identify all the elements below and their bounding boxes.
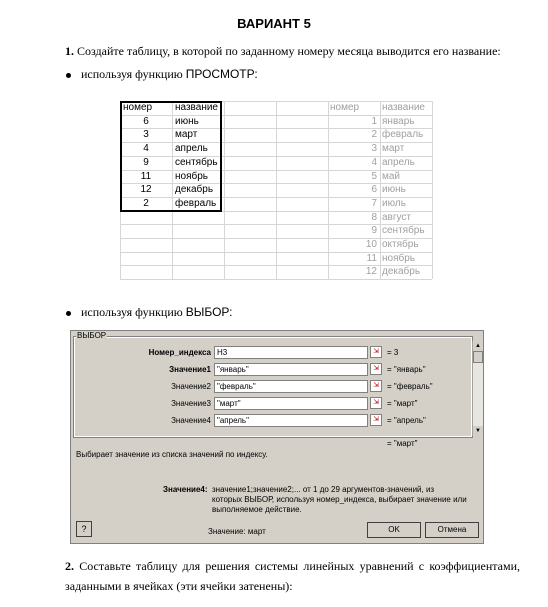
cancel-button[interactable]: Отмена <box>425 522 479 538</box>
arg-label-index: Номер_индекса <box>148 348 211 357</box>
arg-result-value2: = "февраль" <box>387 382 433 391</box>
help-text-line-3: выполняемое действие. <box>212 505 302 514</box>
scroll-thumb[interactable] <box>473 351 483 363</box>
arg-label-value2: Значение2 <box>171 382 211 391</box>
arg-input-value4[interactable]: "апрель" <box>214 414 368 427</box>
formula-result: = "март" <box>387 439 418 448</box>
arg-result-value1: = "январь" <box>387 365 426 374</box>
arg-result-index: = 3 <box>387 348 399 357</box>
left-cell-name: декабрь <box>175 184 214 196</box>
right-cell-number: 12 <box>365 266 377 278</box>
right-cell-name: ноябрь <box>382 252 415 264</box>
function-arguments-dialog <box>70 330 484 544</box>
ok-button[interactable]: OK <box>367 522 421 538</box>
right-cell-number: 5 <box>371 170 377 182</box>
left-cell-number: 12 <box>140 184 152 196</box>
bullet-lookup-function: ПРОСМОТР: <box>185 67 258 81</box>
scroll-up-icon[interactable]: ▲ <box>473 341 483 351</box>
right-cell-name: май <box>382 170 401 182</box>
arg-result-value3: = "март" <box>387 399 418 408</box>
help-text-line-2: которых ВЫБОР, используя номер_индекса, выбирает значение или <box>212 495 467 504</box>
left-cell-number: 11 <box>140 170 152 182</box>
left-cell-name: апрель <box>175 143 208 155</box>
right-cell-number: 4 <box>371 156 377 168</box>
right-cell-number: 7 <box>371 197 377 209</box>
bullet-dot-icon <box>66 73 71 78</box>
right-cell-number: 3 <box>371 143 377 155</box>
collapse-dialog-icon[interactable]: ⇲ <box>370 346 382 358</box>
help-text-line-1: значение1;значение2;... от 1 до 29 аргументов-значений, из <box>212 485 435 494</box>
left-cell-number: 6 <box>143 115 149 127</box>
help-arg-label: Значение4: <box>163 485 208 494</box>
bullet-dot-icon <box>66 311 71 316</box>
left-cell-number: 2 <box>143 197 149 209</box>
arg-result-value4: = "апрель" <box>387 416 426 425</box>
right-cell-number: 10 <box>365 239 377 250</box>
function-description: Выбирает значение из списка значений по индексу. <box>76 450 268 459</box>
scroll-down-icon[interactable]: ▼ <box>473 426 483 436</box>
right-cell-number: 1 <box>371 115 377 127</box>
collapse-dialog-icon[interactable]: ⇲ <box>370 363 382 375</box>
bullet-choose-function: ВЫБОР: <box>185 305 233 319</box>
arg-input-value3[interactable]: "март" <box>214 397 368 410</box>
right-cell-name: февраль <box>382 129 424 141</box>
right-cell-number: 6 <box>371 184 377 196</box>
task-2-text: Составьте таблицу для решения системы линейных уравнений с коэффициентами, заданными в ячейках (эти ячейки затенены): <box>65 559 520 593</box>
left-header-name: название <box>175 102 218 113</box>
right-cell-number: 9 <box>371 225 377 237</box>
right-cell-name: март <box>382 143 405 155</box>
collapse-dialog-icon[interactable]: ⇲ <box>370 397 382 409</box>
left-cell-name: сентябрь <box>175 156 218 168</box>
task-2-number: 2. <box>65 559 74 573</box>
right-cell-number: 11 <box>366 252 377 264</box>
bullet-lookup <box>66 67 258 82</box>
grid-line <box>224 101 225 279</box>
right-cell-name: июль <box>382 197 406 209</box>
bullet-choose-prefix: используя функцию <box>81 305 183 319</box>
left-header-number: номер <box>123 102 153 113</box>
bullet-lookup-prefix: используя функцию <box>81 67 183 81</box>
right-cell-name: декабрь <box>382 266 421 278</box>
right-header-name: название <box>382 102 425 113</box>
right-cell-name: январь <box>382 115 415 127</box>
right-cell-name: апрель <box>382 156 415 168</box>
right-cell-name: октябрь <box>382 239 419 250</box>
dialog-frame-title: ВЫБОР <box>77 331 107 340</box>
grid-line <box>120 279 432 280</box>
grid-line <box>276 101 277 279</box>
variant-title: ВАРИАНТ 5 <box>237 16 311 31</box>
left-cell-number: 4 <box>143 143 149 155</box>
left-cell-number: 3 <box>143 129 149 141</box>
right-header-number: номер <box>330 102 360 113</box>
task-1-number: 1. <box>65 44 74 58</box>
arg-label-value4: Значение4 <box>171 416 211 425</box>
arg-input-value1[interactable]: "январь" <box>214 363 368 376</box>
grid-line <box>380 101 381 279</box>
task-2 <box>65 556 520 596</box>
left-cell-name: март <box>175 129 198 141</box>
left-cell-number: 9 <box>143 156 149 168</box>
right-cell-name: июнь <box>382 184 406 196</box>
grid-line <box>432 101 433 279</box>
arg-label-value1: Значение1 <box>169 365 211 374</box>
left-cell-name: ноябрь <box>175 170 208 182</box>
left-cell-name: июнь <box>175 115 199 127</box>
left-cell-name: февраль <box>175 197 217 209</box>
arg-input-value2[interactable]: "февраль" <box>214 380 368 393</box>
right-cell-number: 2 <box>371 129 377 141</box>
help-question-icon[interactable]: ? <box>76 521 92 537</box>
value-line: Значение: март <box>208 527 266 536</box>
collapse-dialog-icon[interactable]: ⇲ <box>370 414 382 426</box>
right-cell-number: 8 <box>371 211 377 223</box>
right-cell-name: сентябрь <box>382 225 425 237</box>
collapse-dialog-icon[interactable]: ⇲ <box>370 380 382 392</box>
spreadsheet <box>120 101 432 283</box>
arguments-scrollbar[interactable] <box>472 341 483 436</box>
task-1 <box>65 44 501 59</box>
bullet-choose <box>66 305 233 320</box>
right-cell-name: август <box>382 211 411 223</box>
arg-input-index[interactable]: H3 <box>214 346 368 359</box>
arg-label-value3: Значение3 <box>171 399 211 408</box>
task-1-text: Создайте таблицу, в которой по заданному номеру месяца выводится его название: <box>77 44 501 58</box>
